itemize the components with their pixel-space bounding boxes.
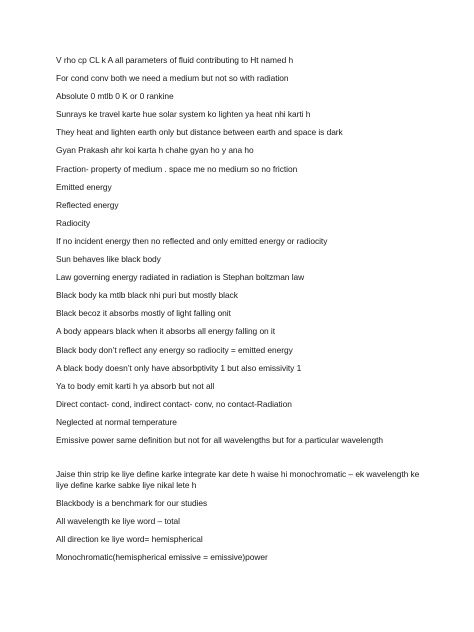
note-line: Black body don’t reflect any energy so radiocity = emitted energy	[56, 344, 293, 355]
note-line: A black body doesn’t only have absorbptivity 1 but also emissivity 1	[56, 362, 302, 373]
notes-body	[56, 55, 426, 571]
note-line: Absolute 0 mtlb 0 K or 0 rankine	[56, 91, 174, 102]
note-line: Gyan Prakash ahr koi karta h chahe gyan ho y ana ho	[56, 145, 254, 156]
note-line: Reflected energy	[56, 199, 119, 210]
note-line: Neglected at normal temperature	[56, 416, 177, 427]
note-line: For cond conv both we need a medium but not so with radiation	[56, 73, 289, 84]
note-line: V rho cp CL k A all parameters of fluid contributing to Ht named h	[56, 55, 294, 65]
note-line: All wavelength ke liye word – total	[56, 516, 180, 527]
note-line: Emissive power same definition but not for all wavelengths but for a particular wavelength	[56, 434, 383, 445]
note-line: Sunrays ke travel karte hue solar system ko lighten ya heat nhi karti h	[56, 109, 311, 120]
note-line: Law governing energy radiated in radiation is Stephan boltzman law	[56, 272, 305, 283]
note-line: Ya to body emit karti h ya absorb but not all	[56, 380, 215, 391]
note-line: If no incident energy then no reflected and only emitted energy or radiocity	[56, 235, 328, 246]
note-line: Emitted energy	[56, 181, 112, 192]
note-line: A body appears black when it absorbs all energy falling on it	[56, 326, 276, 337]
note-line: Monochromatic(hemispherical emissive = emissive)power	[56, 552, 268, 563]
note-line: Black becoz it absorbs mostly of light falling onit	[56, 308, 231, 319]
note-line: Blackbody is a benchmark for our studies	[56, 498, 208, 509]
note-line: Black body ka mtlb black nhi puri but mostly black	[56, 290, 238, 301]
note-line: Radiocity	[56, 217, 90, 228]
note-line: All direction ke liye word= hemispherical	[56, 534, 203, 545]
note-line: Jaise thin strip ke liye define karke integrate kar dete h waise hi monochromatic – ek wavelength ke liye define karke sabke liye nikal lete h	[56, 469, 420, 491]
note-line: They heat and lighten earth only but distance between earth and space is dark	[56, 127, 343, 138]
note-line: Sun behaves like black body	[56, 254, 161, 265]
note-line: Fraction- property of medium . space me no medium so no friction	[56, 163, 298, 174]
note-line: Direct contact- cond, indirect contact- conv, no contact-Radiation	[56, 398, 292, 409]
paragraph-gap	[56, 453, 426, 469]
